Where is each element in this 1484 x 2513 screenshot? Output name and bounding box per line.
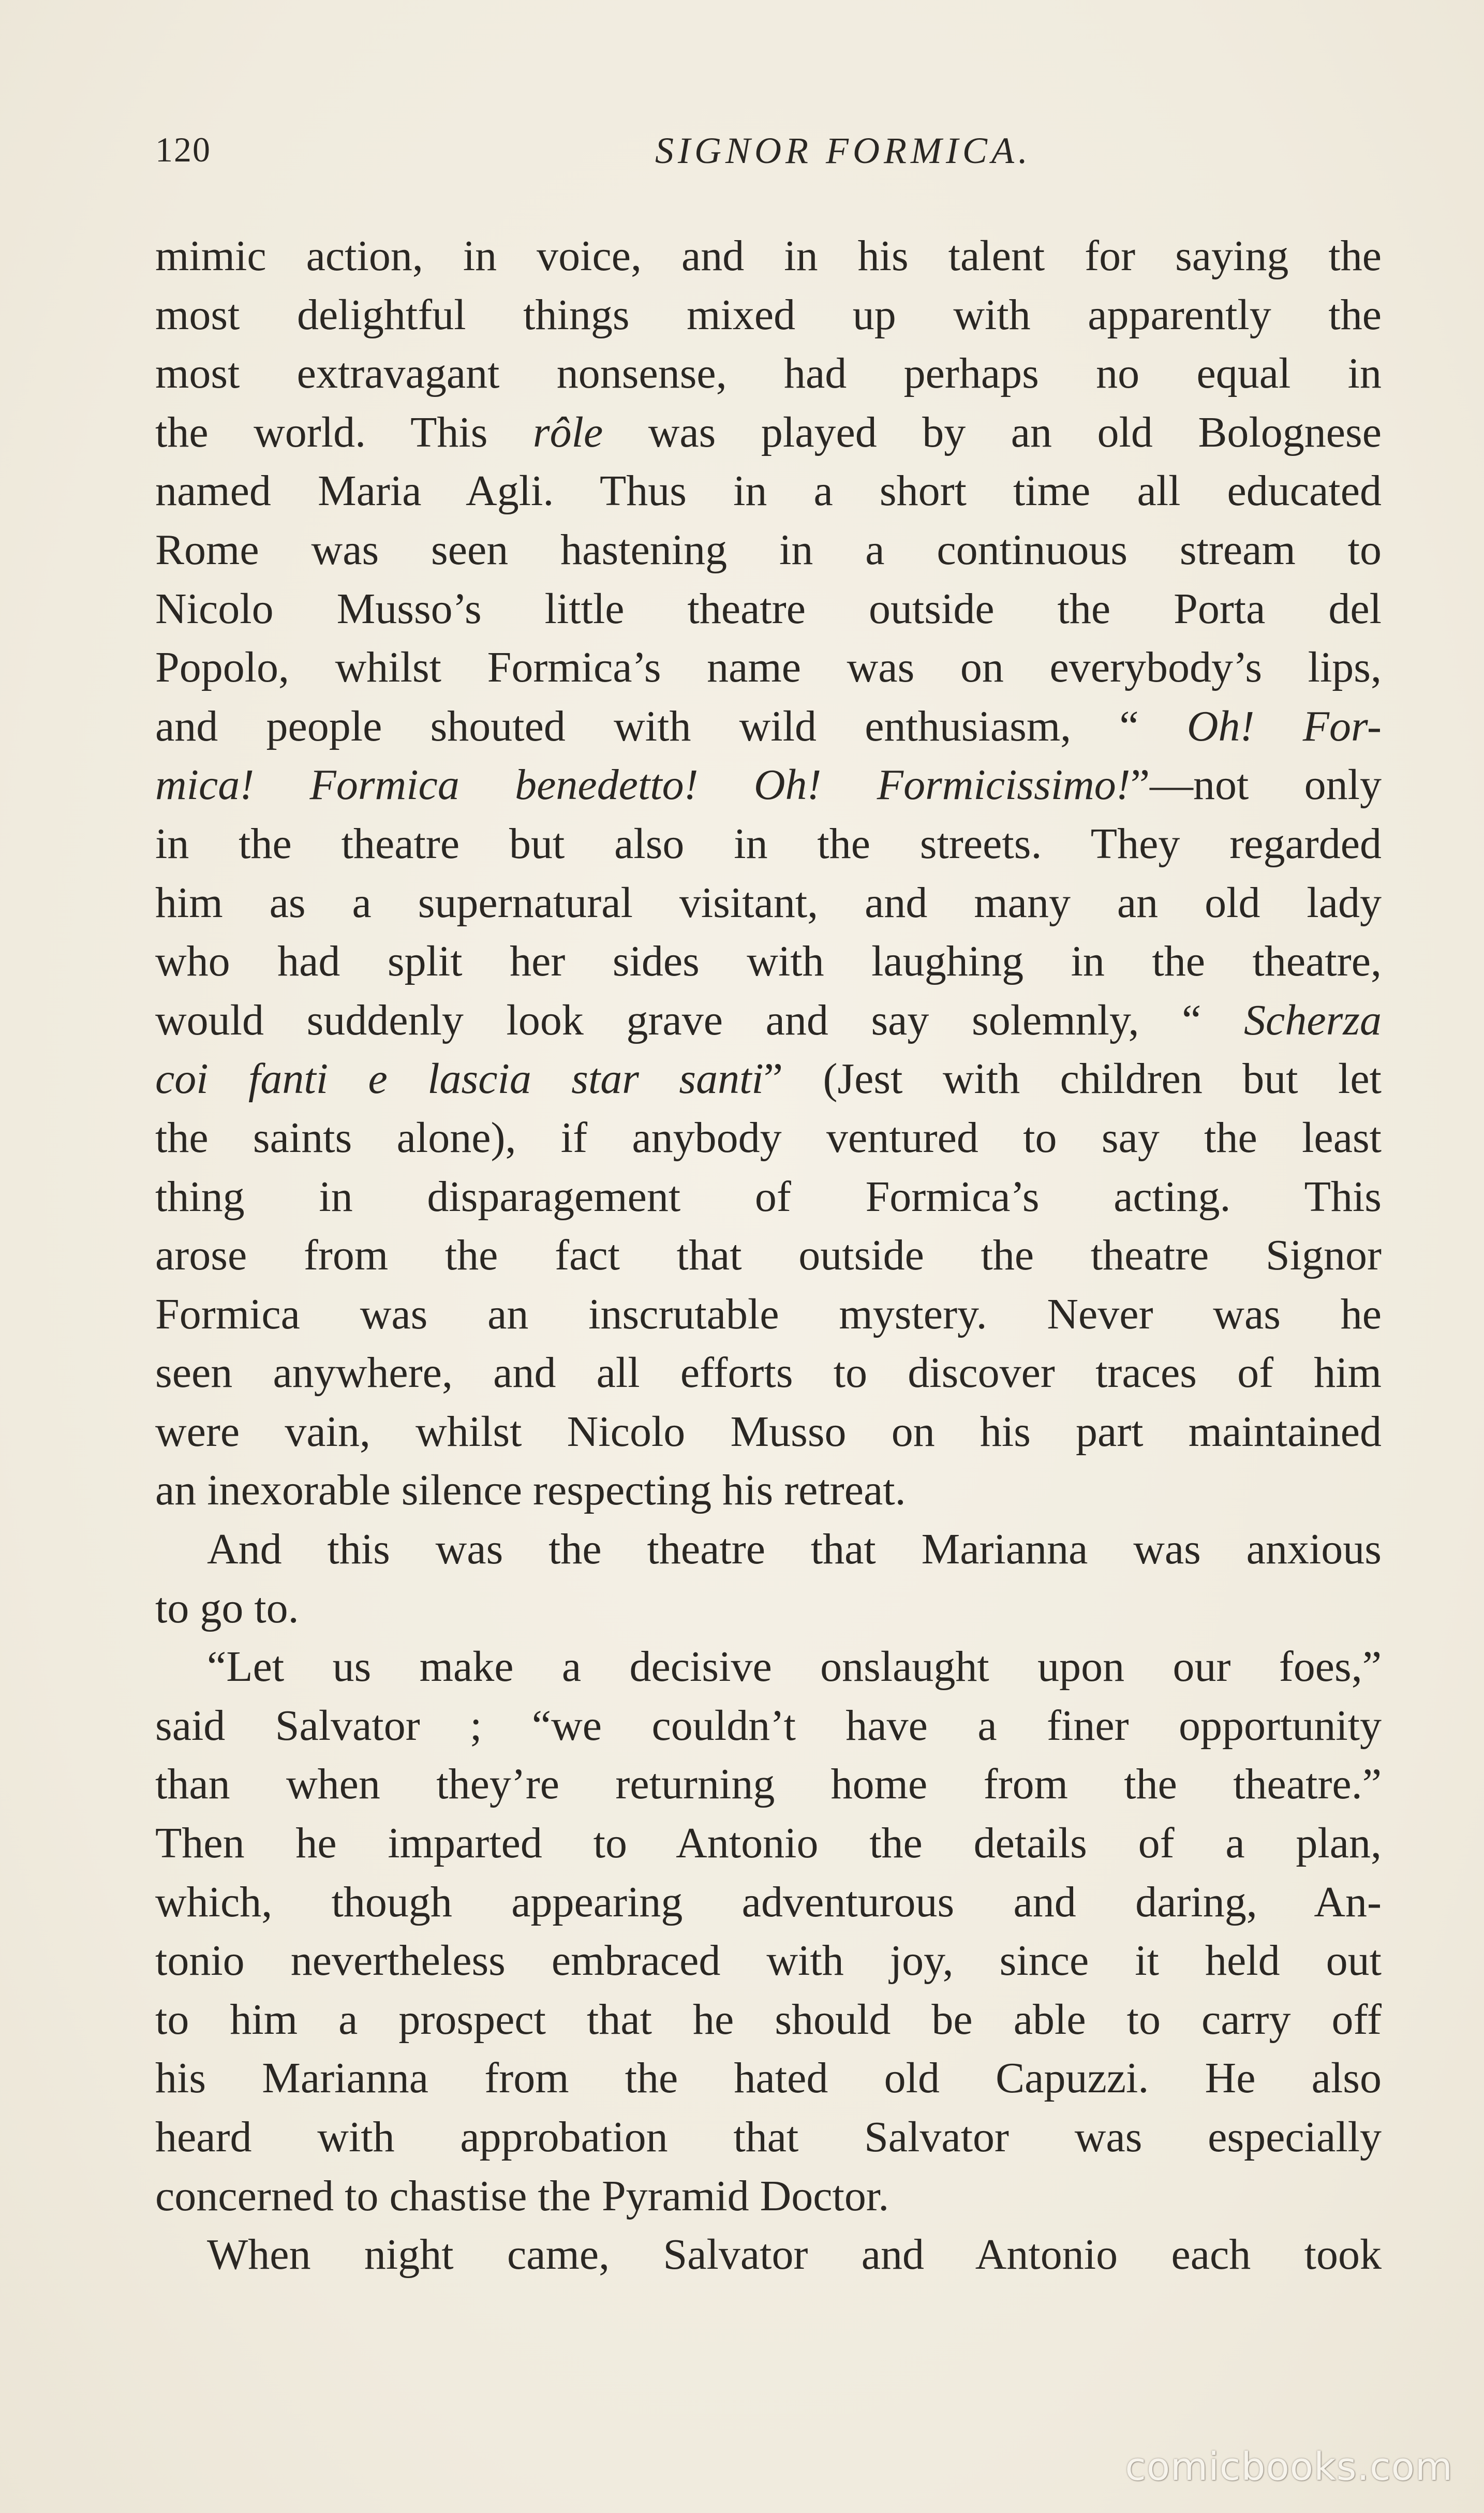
italic-text: coi fanti e lascia star santi [155, 1055, 764, 1103]
text-segment: arose from the fact that outside the theatre Signor [155, 1231, 1382, 1280]
text-segment: in the theatre but also in the streets. They regarded [155, 819, 1382, 868]
text-line [155, 2167, 1382, 2226]
text-segment: Rome was seen hastening in a continuous stream to [155, 525, 1382, 574]
text-segment: Nicolo Musso’s little theatre outside the Porta del [155, 584, 1382, 633]
text-line [155, 227, 1382, 286]
text-segment: would suddenly look grave and say solemnly, “ [155, 996, 1244, 1044]
text-line [155, 874, 1382, 933]
text-segment: “Let us make a decisive onslaught upon our foes,” [207, 1643, 1382, 1691]
text-segment: Formica was an inscrutable mystery. Never was he [155, 1290, 1382, 1338]
text-line [155, 1814, 1382, 1873]
page-header [155, 129, 1382, 186]
text-line [155, 1226, 1382, 1285]
text-line [155, 2049, 1382, 2108]
text-line [155, 1461, 1382, 1520]
text-segment: to him a prospect that he should be able to carry off [155, 1995, 1382, 2044]
watermark: comicbooks.com [1125, 2445, 1453, 2489]
text-line [155, 1520, 1382, 1579]
italic-text: Oh! For- [1186, 702, 1382, 750]
text-line [155, 1696, 1382, 1755]
text-segment: which, though appearing adventurous and daring, An- [155, 1878, 1382, 1926]
text-segment: his Marianna from the hated old Capuzzi. He also [155, 2054, 1382, 2103]
italic-text: Scherza [1244, 996, 1382, 1044]
page-number: 120 [155, 130, 211, 169]
text-line [155, 815, 1382, 874]
text-line [155, 2108, 1382, 2167]
text-segment: And this was the theatre that Marianna was anxious [207, 1525, 1382, 1574]
text-segment: heard with approbation that Salvator was especially [155, 2113, 1382, 2161]
text-line [155, 1049, 1382, 1108]
text-line [155, 1637, 1382, 1696]
text-segment: tonio nevertheless embraced with joy, since it held out [155, 1937, 1382, 1985]
text-segment: and people shouted with wild enthusiasm, “ [155, 702, 1187, 750]
text-line [155, 1931, 1382, 1990]
text-line [155, 1755, 1382, 1814]
text-segment: most extravagant nonsense, had perhaps no equal in [155, 349, 1382, 398]
text-segment: Then he imparted to Antonio the details of a plan, [155, 1819, 1382, 1868]
text-segment: ”—not only [1130, 761, 1382, 809]
text-segment: thing in disparagement of Formica’s acting. This [155, 1172, 1382, 1221]
text-line [155, 286, 1382, 345]
text-line [155, 1402, 1382, 1461]
text-segment: the saints alone), if anybody ventured to say the least [155, 1113, 1382, 1162]
text-segment: an inexorable silence respecting his retreat. [155, 1466, 906, 1515]
text-line [155, 1167, 1382, 1226]
text-segment: were vain, whilst Nicolo Musso on his part maintained [155, 1407, 1382, 1456]
text-line [155, 932, 1382, 991]
text-line [155, 1579, 1382, 1638]
text-segment: named Maria Agli. Thus in a short time all educated [155, 467, 1382, 515]
text-line [155, 344, 1382, 403]
text-line [155, 756, 1382, 815]
text-segment: mimic action, in voice, and in his talent for saying the [155, 232, 1382, 280]
text-segment: to go to. [155, 1584, 299, 1632]
text-segment: him as a supernatural visitant, and many an old lady [155, 878, 1382, 927]
running-title: SIGNOR FORMICA. [655, 130, 1032, 171]
text-line [155, 2225, 1382, 2284]
text-segment: was played by an old Bolognese [603, 408, 1382, 456]
body-text [155, 227, 1382, 2284]
text-segment: When night came, Salvator and Antonio each took [207, 2230, 1382, 2279]
text-line [155, 521, 1382, 580]
text-line [155, 1285, 1382, 1344]
text-segment: said Salvator ; “we couldn’t have a finer opportunity [155, 1701, 1382, 1750]
italic-text: mica! Formica benedetto! Oh! Formicissimo! [155, 761, 1131, 809]
italic-text: rôle [532, 408, 603, 456]
text-line [155, 580, 1382, 639]
text-segment: seen anywhere, and all efforts to discover traces of him [155, 1349, 1382, 1397]
text-line [155, 697, 1382, 756]
text-line [155, 462, 1382, 521]
text-line [155, 1990, 1382, 2049]
text-line [155, 1343, 1382, 1402]
text-line [155, 1108, 1382, 1167]
text-line [155, 1873, 1382, 1932]
text-segment: most delightful things mixed up with apparently the [155, 290, 1382, 339]
text-segment: the world. This [155, 408, 533, 456]
text-line [155, 403, 1382, 462]
text-line [155, 638, 1382, 697]
text-segment: who had split her sides with laughing in the theatre, [155, 937, 1382, 986]
text-segment: Popolo, whilst Formica’s name was on everybody’s lips, [155, 643, 1382, 692]
text-segment: ” (Jest with children but let [763, 1055, 1382, 1103]
text-segment: concerned to chastise the Pyramid Doctor. [155, 2171, 889, 2220]
text-line [155, 991, 1382, 1050]
text-segment: than when they’re returning home from the theatre.” [155, 1760, 1382, 1809]
